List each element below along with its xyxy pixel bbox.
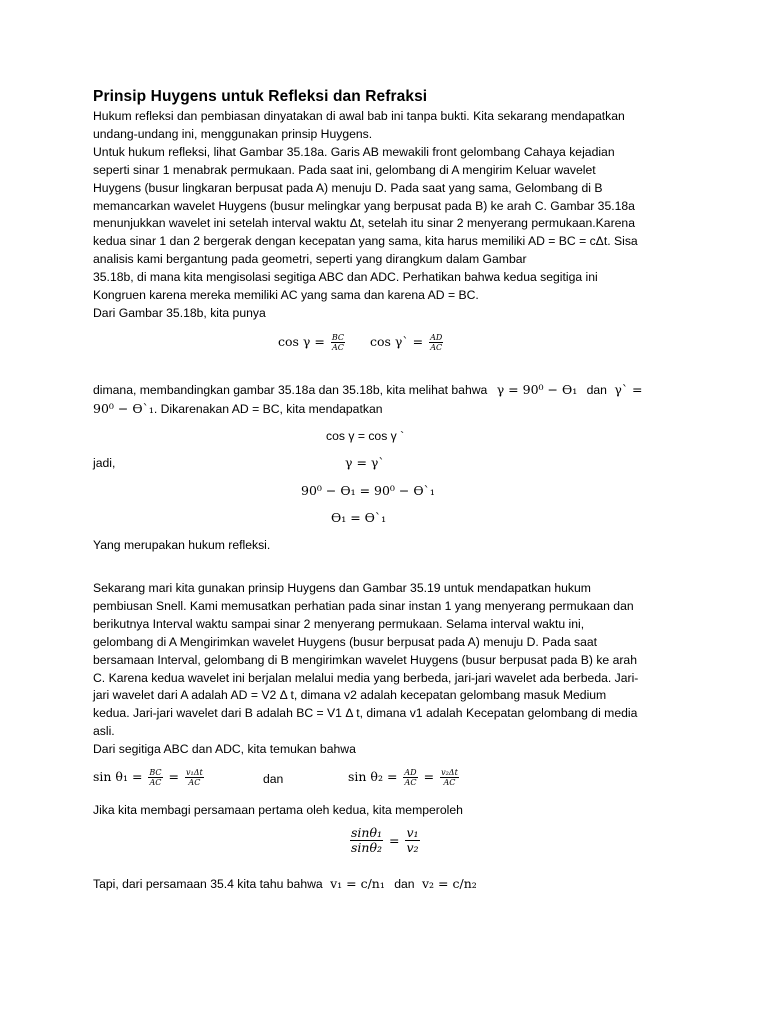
eq-lhs-sin-theta1: sin θ₁ = [93, 769, 143, 784]
frac-den: sinθ₂ [351, 840, 382, 855]
equation-sin-ratio: $\frac{\text{sinθ₁}}{\text{sinθ₂}}$ = $\frac{\text{v₁}}{\text{v₂}}$ [351, 825, 419, 855]
dimana-line [93, 382, 643, 397]
text-line: berikutnya Interval waktu sampai sinar 2 menyerang permukaan. Selama interval waktu ini, [93, 616, 585, 631]
text-line: Sekarang mari kita gunakan prinsip Huygens dan Gambar 35.19 untuk mendapatkan hukum [93, 581, 591, 595]
text-line: Untuk hukum refleksi, lihat Gambar 35.18a. Garis AB mewakili front gelombang Cahaya kejadian [93, 144, 615, 159]
eq-lhs-sin-theta2: sin θ₂ = [348, 769, 398, 784]
paragraph-reflection [93, 108, 693, 323]
fraction-v2dt-ac [440, 768, 459, 787]
text-line: menunjukkan wavelet ini setelah interval waktu Δt, setelah itu sinar 2 menyerang permukaan.Karena [93, 216, 635, 231]
frac-num: v₁ [406, 825, 419, 840]
frac-den: AC [430, 343, 443, 352]
math-v1: v₁ = c/n₁ [330, 876, 385, 891]
tapi-line [93, 876, 477, 891]
text-line: kedua sinar 1 dan 2 bergerak dengan kecepatan yang sama, kita harus memiliki AD = BC = cΔt. Sisa [93, 234, 638, 249]
fraction-v1dt-ac [185, 768, 204, 787]
dan-word-sin: dan [263, 772, 284, 786]
tapi-text: Tapi, dari persamaan 35.4 kita tahu bahwa [93, 877, 323, 891]
text-line: 35.18b, di mana kita mengisolasi segitiga ABC dan ADC. Perhatikan bahwa kedua segitiga ini [93, 270, 598, 285]
reflection-law-sentence: Yang merupakan hukum refleksi. [93, 538, 271, 552]
text-line: seperti sinar 1 menabrak permukaan. Pada saat ini, gelombang di A mengirim Keluar wavelet [93, 162, 596, 177]
math-theta-prime: 90⁰ − ϴ`₁ [93, 401, 154, 416]
frac-num: AD [404, 768, 417, 777]
frac-den: AC [404, 778, 417, 787]
paragraph-refraction [93, 580, 693, 759]
fraction-v-ratio [405, 826, 419, 855]
text-line: Kongruen karena mereka memiliki AC yang sama dan karena AD = BC. [93, 288, 479, 303]
text-line: Dari Gambar 35.18b, kita punya [93, 305, 266, 320]
jadi-label: jadi, [93, 456, 116, 470]
equation-sin-theta1: sin θ₁ = $\frac{BC}{AC}$ = $\frac{\text{v₁Δt}}{AC}$ [93, 768, 203, 787]
equation-gamma-equal: γ = γ` [345, 455, 385, 470]
text-line: C. Karena kedua wavelet ini berjalan melalui media yang berbeda, jari-jari wavelet ada berbeda. Jari- [93, 670, 639, 685]
math-v2: v₂ = c/n₂ [421, 876, 477, 891]
frac-den: AC [331, 343, 344, 352]
fraction-bc-ac [148, 768, 162, 787]
equation-cos-gamma-prime [370, 333, 445, 352]
dimana-text-2: . Dikarenakan AD = BC, kita mendapatkan [153, 402, 383, 416]
frac-num: v₂Δt [441, 768, 458, 777]
frac-num: v₁Δt [186, 768, 203, 777]
text-line: bersamaan Interval, gelombang di B mengirimkan wavelet Huygens (busur berpusat pada B) ke arah [93, 652, 637, 667]
equation-cos-equal: cos γ = cos γ ` [326, 429, 405, 443]
frac-den: AC [188, 778, 201, 787]
frac-num: sinθ₁ [351, 825, 382, 840]
fraction-ad-ac [429, 333, 443, 352]
frac-num: BC [331, 333, 344, 342]
text-line: analisis kami bergantung pada geometri, seperti yang dirangkum dalam Gambar [93, 252, 527, 267]
text-line: gelombang di A Mengirimkan wavelet Huygens (busur berpusat pada A) menuju D. Pada saat [93, 634, 598, 649]
text-line: Hukum refleksi dan pembiasan dinyatakan di awal bab ini tanpa bukti. Kita sekarang mendapatkan [93, 109, 625, 123]
text-line: undang-undang ini, menggunakan prinsip Huygens. [93, 126, 373, 141]
dan-word-tapi: dan [394, 877, 415, 891]
dimana-line-2 [93, 401, 383, 416]
fraction-sin-ratio [350, 826, 383, 855]
frac-den: AC [443, 778, 456, 787]
eq-lhs-cos-gamma: cos γ = [278, 334, 325, 349]
eq-lhs-cos-gamma-prime: cos γ` = [370, 334, 424, 349]
math-gamma-theta: γ = 90⁰ − ϴ₁ [496, 382, 578, 397]
equation-theta-equal: ϴ₁ = ϴ`₁ [331, 510, 387, 525]
fraction-ad-ac [403, 768, 417, 787]
jika-sentence: Jika kita membagi persamaan pertama oleh kedua, kita memperoleh [93, 803, 463, 817]
equation-cos-gamma [278, 333, 347, 352]
dimana-text: dimana, membandingkan gambar 35.18a dan 35.18b, kita melihat bahwa [93, 383, 488, 397]
dan-word: dan [586, 383, 607, 397]
frac-den: v₂ [406, 840, 419, 855]
math-gamma-prime: γ` = [614, 382, 643, 397]
text-line: kedua. Jari-jari wavelet dari B adalah BC = V1 Δ t, dimana v1 adalah Kecepatan gelombang di media [93, 706, 638, 721]
equation-sin-theta2: sin θ₂ = $\frac{AD}{AC}$ = $\frac{\text{v₂Δt}}{AC}$ [348, 768, 458, 787]
text-line: memancarkan wavelet Huygens (busur melingkar yang berpusat pada B) ke arah C. Gambar 35.18a [93, 198, 635, 213]
text-line: Dari segitiga ABC dan ADC, kita temukan bahwa [93, 742, 356, 757]
frac-den: AC [149, 778, 162, 787]
fraction-bc-ac [331, 333, 345, 352]
frac-num: BC [149, 768, 162, 777]
text-line: jari wavelet dari A adalah AD = V2 Δ t, dimana v2 adalah kecepatan gelombang masuk Medium [93, 688, 607, 703]
text-line: pembiusan Snell. Kami memusatkan perhatian pada sinar instan 1 yang menyerang permukaan dan [93, 598, 634, 613]
text-line: Huygens (busur lingkaran berpusat pada A) menuju D. Pada saat yang sama, Gelombang di B [93, 180, 603, 195]
page-title: Prinsip Huygens untuk Refleksi dan Refraksi [93, 88, 428, 105]
equation-theta-long: 90⁰ − ϴ₁ = 90⁰ − ϴ`₁ [301, 483, 435, 498]
frac-num: AD [430, 333, 443, 342]
text-line: asli. [93, 724, 115, 739]
